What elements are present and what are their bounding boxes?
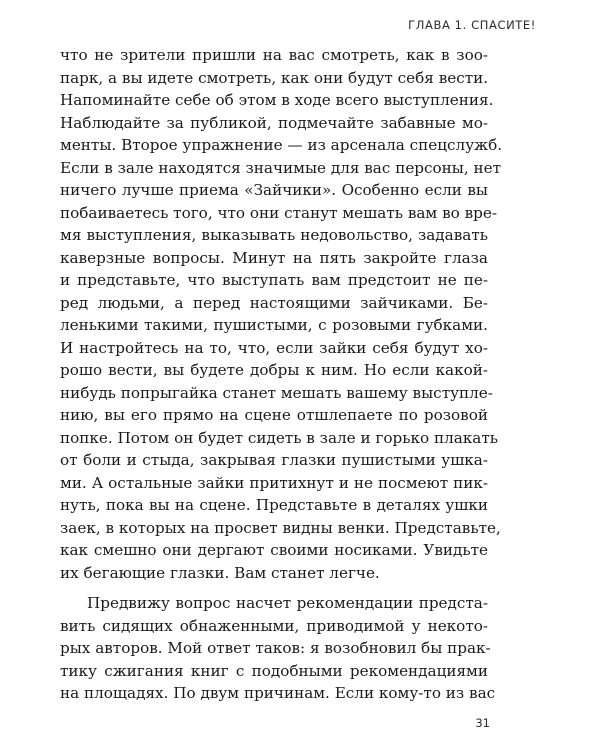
text-line: их бегающие глазки. Вам станет легче.: [60, 563, 380, 582]
text-line: Напоминайте себе об этом в ходе всего выступления.: [60, 91, 494, 109]
text-line: менты. Второе упражнение — из арсенала спецслужб.: [60, 136, 503, 154]
text-line: побаиваетесь того, что они станут мешать вам во вре-: [60, 203, 497, 222]
text-line: ленькими такими, пушистыми, с розовыми губками.: [60, 316, 488, 334]
body-text: [60, 44, 503, 705]
text-line: ред людьми, а перед настоящими зайчиками. Бе-: [60, 293, 488, 312]
text-line: Предвижу вопрос насчет рекомендации предста-: [87, 594, 488, 612]
text-line: Если в зале находятся значимые для вас персоны, нет: [60, 158, 502, 177]
text-line: каверзные вопросы. Минут на пять закройте глаза: [60, 248, 488, 267]
text-line: от боли и стыда, закрывая глазки пушистыми ушка-: [60, 451, 488, 469]
text-line: что не зрители пришли на вас смотреть, как в зоо-: [60, 46, 488, 64]
text-line: попке. Потом он будет сидеть в зале и горько плакать: [60, 428, 499, 447]
text-line: нию, вы его прямо на сцене отшлепаете по розовой: [60, 406, 488, 424]
text-line: мя выступления, выказывать недовольство, задавать: [60, 226, 488, 244]
running-head: ГЛАВА 1. СПАСИТЕ!: [408, 18, 536, 32]
text-line: И настройтесь на то, что, если зайки себя будут хо-: [60, 338, 488, 357]
text-line: вить сидящих обнаженными, приводимой у некото-: [60, 616, 488, 635]
text-line: нибудь попрыгайка станет мешать вашему выступле-: [60, 383, 493, 402]
text-line: на площадях. По двум причинам. Если кому-то из вас: [60, 684, 496, 702]
text-line: Наблюдайте за публикой, подмечайте забавные мо-: [60, 113, 488, 132]
text-line: тику сжигания книг с подобными рекомендациями: [60, 661, 488, 680]
paragraph-gap: [60, 584, 488, 592]
text-line: рых авторов. Мой ответ таков: я возобновил бы прак-: [60, 639, 491, 657]
text-line: ничего лучше приема «Зайчики». Особенно если вы: [60, 181, 488, 199]
page-number: 31: [475, 716, 490, 730]
text-line: парк, а вы идете смотреть, как они будут себя вести.: [60, 68, 489, 87]
text-line: как смешно они дергают своими носиками. Увидьте: [60, 541, 488, 559]
text-line: рошо вести, вы будете добры к ним. Но если какой-: [60, 361, 488, 379]
text-line: заек, в которых на просвет видны венки. Представьте,: [60, 518, 501, 537]
text-line: нуть, пока вы на сцене. Представьте в деталях ушки: [60, 496, 488, 514]
text-line: ми. А остальные зайки притихнут и не посмеют пик-: [60, 473, 488, 492]
text-line: и представьте, что выступать вам предстоит не пе-: [60, 271, 488, 289]
